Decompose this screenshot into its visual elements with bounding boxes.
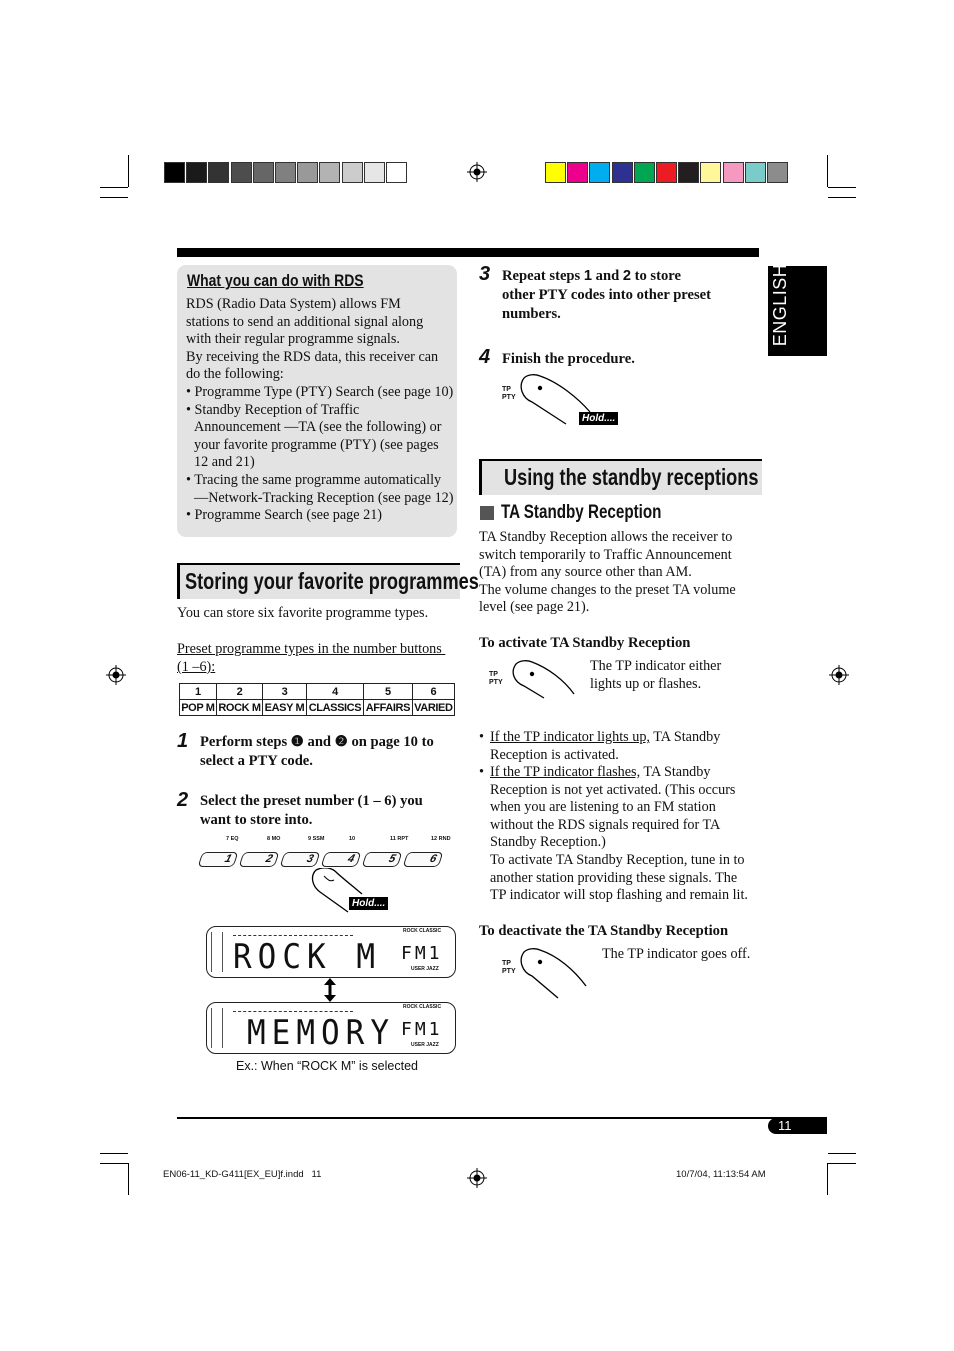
tp-pty-label: TP PTY: [489, 671, 503, 686]
color-swatch: [700, 162, 721, 183]
color-swatch: [275, 162, 296, 183]
tp-pty-label: TP PTY: [502, 960, 516, 975]
rds-intro-line: By receiving the RDS data, this receiver can: [186, 348, 439, 365]
rds-list-item: • Standby Reception of Traffic: [186, 401, 360, 418]
rds-intro-line: RDS (Radio Data System) allows FM: [186, 296, 401, 312]
lcd-main-text: MEMORY: [247, 1013, 395, 1053]
language-tab: [768, 263, 827, 356]
crop-mark: [827, 155, 828, 187]
rds-list-item: Announcement —TA (see the following) or: [194, 419, 442, 436]
step2-text-line2: want to store into.: [200, 812, 313, 828]
rds-intro-line: with their regular programme signals.: [186, 331, 400, 348]
ta-subheading: TA Standby Reception: [501, 502, 662, 523]
color-swatch: [342, 162, 363, 183]
crop-mark: [100, 187, 128, 188]
pty-preset-number: 1: [180, 684, 217, 700]
rds-list-item: • Tracing the same programme automatically: [186, 471, 442, 488]
activate-note: The TP indicator either lights up or flashes.: [590, 658, 722, 692]
tp-pty-button-press-icon: [518, 948, 592, 1000]
lcd-main-text: ROCK M: [233, 937, 381, 977]
color-swatch: [231, 162, 252, 183]
print-date: 10/7/04, 11:13:54 AM: [676, 1169, 766, 1180]
bullet-line: when you are listening to an FM station: [490, 799, 716, 816]
color-swatch: [567, 162, 588, 183]
tp-pty-button-press-icon: [510, 660, 580, 700]
pty-preset-number: 5: [364, 684, 413, 700]
ta-intro-line: TA Standby Reception allows the receiver to: [479, 529, 733, 545]
color-swatch: [545, 162, 566, 183]
color-swatch: [589, 162, 610, 183]
storing-title: Storing your favorite programmes: [185, 568, 479, 594]
display-caption: Ex.: When “ROCK M” is selected: [236, 1059, 418, 1073]
preset-button-4[interactable]: 4: [321, 852, 362, 867]
rds-box-title: What you can do with RDS: [187, 271, 364, 290]
hold-label: Hold....: [349, 897, 388, 910]
pty-preset-number: 6: [412, 684, 454, 700]
rds-list-item: • Programme Search (see page 21): [186, 507, 383, 524]
bullet-line: Standby Reception.): [490, 834, 606, 851]
preset-button-sublabel: 8 MO: [267, 836, 281, 842]
lcd-band: FM1: [401, 943, 443, 964]
lcd-display: [206, 1002, 456, 1054]
color-swatch: [186, 162, 207, 183]
step-number: 2: [177, 789, 189, 811]
pty-preset-table: [179, 683, 455, 716]
section-square-icon: [480, 506, 494, 520]
rds-intro-line: do the following:: [186, 366, 284, 383]
lcd-display: [206, 926, 456, 978]
color-swatch: [678, 162, 699, 183]
step1-text: Perform steps ❶ and ❷ on page 10 to: [200, 734, 434, 750]
deactivate-heading: To deactivate the TA Standby Reception: [479, 923, 729, 939]
ta-intro-line: The volume changes to the preset TA volume: [479, 581, 736, 598]
preset-button-sublabel: 10: [349, 836, 356, 842]
standby-heading: [479, 459, 762, 495]
preset-button-1[interactable]: 1: [198, 852, 239, 867]
standby-title: Using the standby receptions: [504, 464, 759, 490]
lcd-small-top: ROCK CLASSIC: [403, 928, 442, 934]
storing-intro: You can store six favorite programme types.: [177, 605, 429, 621]
color-swatch: [364, 162, 385, 183]
lcd-small-bot: USER JAZZ: [411, 1042, 439, 1048]
crop-mark: [128, 1163, 129, 1195]
step-number: 3: [479, 263, 491, 285]
crop-mark: [100, 1163, 128, 1164]
rds-list-item: —Network-Tracking Reception (see page 12): [194, 489, 454, 506]
crop-mark: [828, 187, 856, 188]
color-swatch: [723, 162, 744, 183]
ta-intro-line: (TA) from any source other than AM.: [479, 564, 692, 581]
crop-mark: [128, 155, 129, 187]
color-swatch: [297, 162, 318, 183]
language-tab-label: ENGLISH: [770, 263, 790, 347]
hold-label: Hold....: [579, 412, 618, 425]
lcd-small-bot: USER JAZZ: [411, 966, 439, 972]
crop-mark: [828, 1153, 856, 1154]
preset-label-range: (1 –6):: [177, 659, 216, 675]
pty-preset-number: 3: [263, 684, 307, 700]
pty-preset-type: CLASSICS: [306, 700, 363, 716]
pty-preset-number: 2: [216, 684, 262, 700]
crop-mark: [828, 197, 856, 198]
bullet-line: Reception is not yet activated. (This occurs: [490, 781, 736, 798]
color-swatch: [319, 162, 340, 183]
preset-button-sublabel: 7 EQ: [226, 836, 239, 842]
deactivate-note: The TP indicator goes off.: [602, 946, 751, 962]
pty-preset-number: 4: [306, 684, 363, 700]
color-swatch: [634, 162, 655, 183]
registration-mark-icon: [467, 1168, 487, 1188]
color-swatch: [745, 162, 766, 183]
registration-mark-icon: [106, 665, 126, 685]
storing-heading: [177, 563, 479, 599]
pty-preset-type: POP M: [181, 701, 215, 714]
ta-intro-line: switch temporarily to Traffic Announcement: [479, 546, 732, 563]
ta-intro-line: level (see page 21).: [479, 599, 590, 616]
preset-button-6[interactable]: 6: [403, 852, 444, 867]
preset-button-sublabel: 9 SSM: [308, 836, 325, 842]
registration-mark-icon: [829, 665, 849, 685]
crop-mark: [100, 197, 128, 198]
lcd-bar-scale: [211, 1008, 223, 1048]
color-swatch: [656, 162, 677, 183]
color-swatch: [386, 162, 407, 183]
preset-button-5[interactable]: 5: [362, 852, 403, 867]
pty-preset-type: EASY M: [264, 701, 305, 714]
lcd-bar-scale: [211, 932, 223, 972]
page-number-tab: [768, 1118, 827, 1134]
rds-list-item: your favorite programme (PTY) (see pages: [194, 436, 439, 453]
file-info: EN06-11_KD-G411[EX_EU]f.indd 11: [163, 1169, 322, 1180]
activate-heading: To activate TA Standby Reception: [479, 635, 691, 651]
preset-button-sublabel: 11 RPT: [390, 836, 409, 842]
preset-button-2[interactable]: 2: [239, 852, 280, 867]
bullet-line: another station providing these signals. The: [490, 869, 738, 886]
color-swatch: [208, 162, 229, 183]
step-number: 1: [177, 730, 189, 752]
step4-text: Finish the procedure.: [502, 351, 635, 367]
bullet-line: TP indicator will stop flashing and remain lit.: [490, 887, 748, 904]
pty-preset-type: AFFAIRS: [364, 700, 413, 716]
rds-box-text: [186, 296, 456, 525]
step3-text: Repeat steps 1 and 2 to store: [502, 268, 681, 284]
page-number: 11: [778, 1118, 792, 1133]
lcd-small-top: ROCK CLASSIC: [403, 1004, 442, 1010]
pty-preset-type: ROCK M: [216, 700, 262, 716]
bullet-line: To activate TA Standby Reception, tune in to: [490, 851, 745, 868]
step-number: 4: [479, 346, 491, 368]
rds-list-item: 12 and 21): [194, 454, 255, 471]
crop-mark: [828, 1163, 856, 1164]
rds-info-box: [177, 265, 457, 537]
lcd-band: FM1: [401, 1019, 443, 1040]
rds-list-item: • Programme Type (PTY) Search (see page 10): [186, 383, 454, 400]
bottom-rule: [177, 1117, 827, 1119]
color-swatch: [767, 162, 788, 183]
pty-preset-type: VARIED: [414, 701, 453, 714]
preset-label: Preset programme types in the number buttons: [177, 641, 446, 657]
rds-intro-line: stations to send an additional signal along: [186, 313, 424, 330]
step2-text: Select the preset number (1 – 6) you: [200, 793, 423, 809]
registration-mark-icon: [467, 162, 487, 182]
crop-mark: [827, 1163, 828, 1195]
color-swatch: [253, 162, 274, 183]
crop-mark: [100, 1153, 128, 1154]
bullet-line: without the RDS signals required for TA: [490, 816, 721, 833]
preset-button-3[interactable]: 3: [280, 852, 321, 867]
step3-text-line2: other PTY codes into other preset: [502, 287, 712, 303]
step3-text-line3: numbers.: [502, 306, 561, 322]
color-swatch: [612, 162, 633, 183]
top-rule: [177, 248, 759, 257]
preset-button-sublabel: 12 RND: [431, 836, 451, 842]
up-down-arrow-icon: [323, 978, 337, 1002]
color-swatch: [164, 162, 185, 183]
step1-text-line2: select a PTY code.: [200, 753, 313, 769]
tp-pty-label: TP PTY: [502, 386, 516, 401]
ta-intro: [479, 529, 736, 617]
